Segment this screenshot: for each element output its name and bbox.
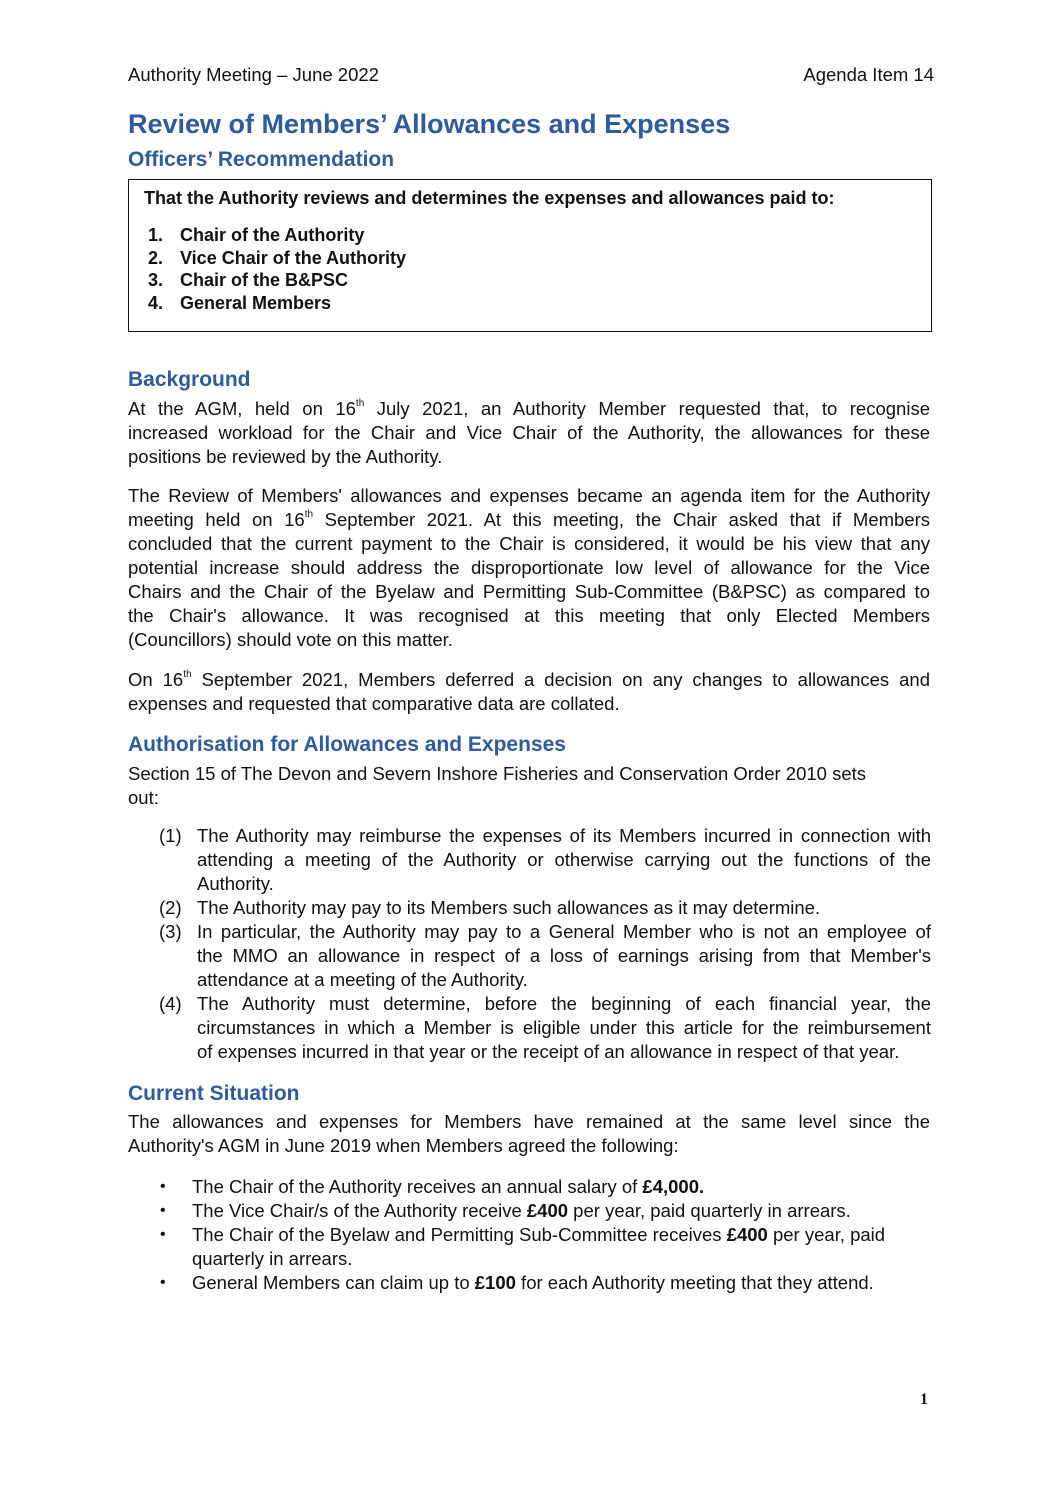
background-paragraph-2: The Review of Members' allowances and expenses became an agenda item for the Authority meeting held on 16th September 2021. At this meeting, the Chair asked that if Members concluded that the current payment to the Chair is considered, it would be his view that any potential increase should address the disproportionate low level of allowance for the Vice Chairs and the Chair of the Byelaw and Permitting Sub-Committee (B&PSC) as compared to the Chair's allowance. It was recognised at this meeting that only Elected Members (Councillors) should vote on this matter. (128, 485, 931, 650)
list-item: • The Chair of the Authority receives an annual salary of £4,000. (160, 1176, 705, 1197)
recommendation-intro: That the Authority reviews and determines the expenses and allowances paid to: (144, 188, 835, 208)
recommendation-list (148, 224, 406, 314)
authorisation-heading: Authorisation for Allowances and Expenses (128, 733, 566, 756)
recommendation-item: 1. Chair of the Authority (148, 225, 365, 245)
document-title: Review of Members’ Allowances and Expenses (128, 109, 731, 139)
list-item: (4) The Authority must determine, before the beginning of each financial year, the circumstances in which a Member is eligible under this article for the reimbursement of expenses incurred in that year or the receipt of an allowance in respect of that year. (159, 993, 931, 1062)
background-paragraph-1: At the AGM, held on 16th July 2021, an Authority Member requested that, to recognise increased workload for the Chair and Vice Chair of the Authority, the allowances for these positions be reviewed by the Authority. (128, 397, 930, 467)
recommendation-item: 4. General Members (148, 292, 332, 313)
list-item: (1) The Authority may reimburse the expenses of its Members incurred in connection with attending a meeting of the Authority or otherwise carrying out the functions of the Authority. (159, 825, 931, 894)
authorisation-list (159, 824, 931, 1064)
recommendation-item: 3. Chair of the B&PSC (148, 270, 349, 290)
page-header (128, 64, 934, 86)
list-item: • The Vice Chair/s of the Authority receive £400 per year, paid quarterly in arrears. (160, 1200, 851, 1221)
list-item: • General Members can claim up to £100 for each Authority meeting that they attend. (160, 1272, 874, 1293)
header-agenda-item: Agenda Item 14 (803, 64, 934, 85)
background-paragraph-3: On 16th September 2021, Members deferred a decision on any changes to allowances and expenses and requested that comparative data are collated. (128, 668, 930, 714)
page-number: 1 (920, 1391, 928, 1408)
current-situation-intro: The allowances and expenses for Members have remained at the same level since the Authority's AGM in June 2019 when Members agreed the following: (128, 1111, 930, 1156)
authorisation-intro: Section 15 of The Devon and Severn Inshore Fisheries and Conservation Order 2010 sets out: (128, 763, 867, 808)
recommendation-heading: Officers’ Recommendation (128, 148, 395, 171)
list-item: • The Chair of the Byelaw and Permitting Sub-Committee receives £400 per year, paid quarterly in arrears. (160, 1224, 886, 1269)
list-item: (2) The Authority may pay to its Members such allowances as it may determine. (159, 897, 821, 918)
recommendation-item: 2. Vice Chair of the Authority (148, 247, 407, 268)
current-situation-heading: Current Situation (128, 1082, 300, 1105)
list-item: (3) In particular, the Authority may pay to a General Member who is not an employee of the MMO an allowance in respect of a loss of earnings arising from that Member's attendance at a meeting of the Authority. (159, 921, 931, 990)
header-meeting: Authority Meeting – June 2022 (128, 64, 379, 85)
current-situation-list (160, 1175, 932, 1295)
background-heading: Background (128, 368, 251, 391)
recommendation-box (128, 179, 932, 332)
